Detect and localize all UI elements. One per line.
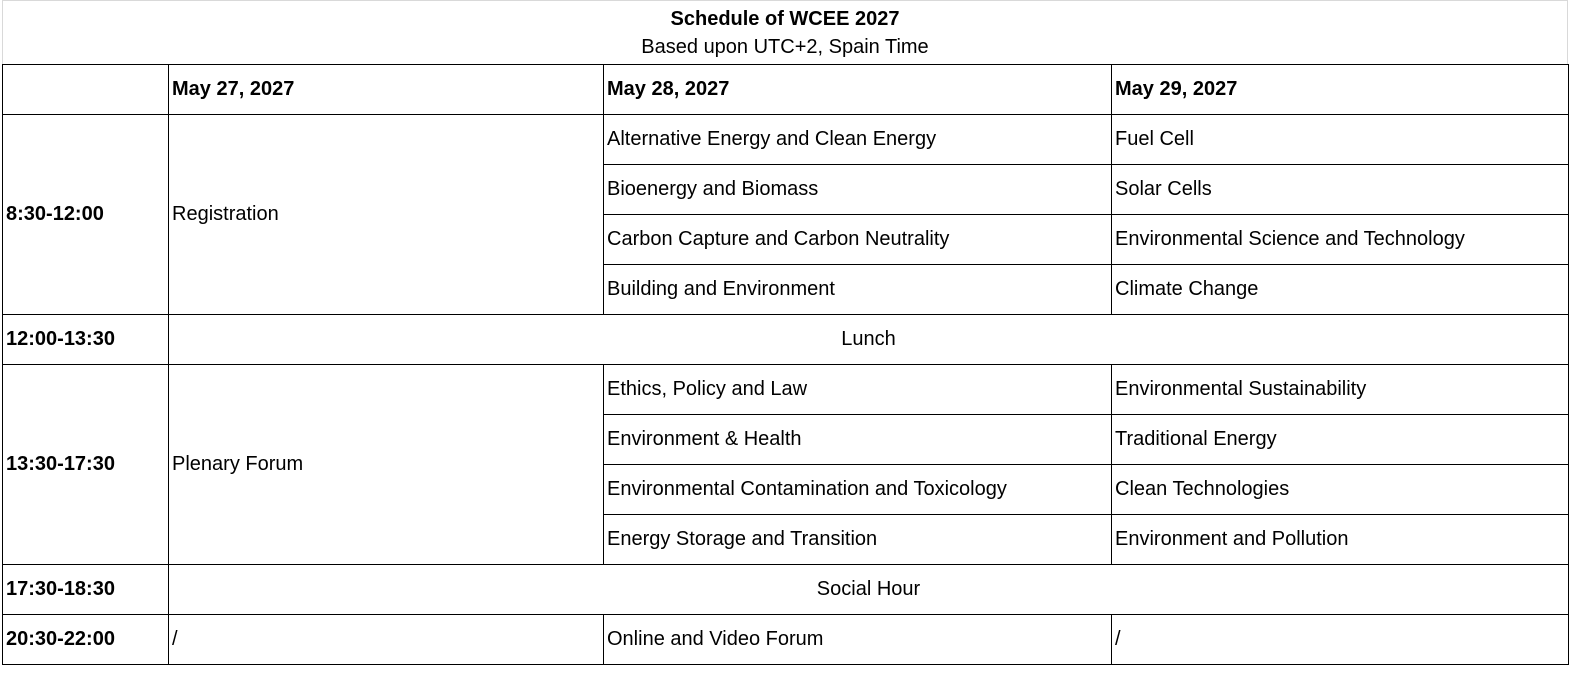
session-cell: Environmental Contamination and Toxicology	[604, 465, 1112, 515]
schedule-table	[2, 64, 1569, 665]
morning-day1-cell: Registration	[169, 115, 604, 315]
lunch-cell: Lunch	[169, 315, 1569, 365]
table-row	[3, 365, 1569, 415]
afternoon-day1-cell: Plenary Forum	[169, 365, 604, 565]
evening-day3-cell: /	[1112, 615, 1569, 665]
evening-row	[3, 615, 1569, 665]
session-cell: Environment and Pollution	[1112, 515, 1569, 565]
session-cell: Clean Technologies	[1112, 465, 1569, 515]
corner-cell	[3, 65, 169, 115]
session-cell: Energy Storage and Transition	[604, 515, 1112, 565]
table-row	[3, 115, 1569, 165]
social-row	[3, 565, 1569, 615]
lunch-row	[3, 315, 1569, 365]
evening-day1-cell: /	[169, 615, 604, 665]
title-block	[2, 0, 1568, 64]
time-cell-morning: 8:30-12:00	[3, 115, 169, 315]
session-cell: Solar Cells	[1112, 165, 1569, 215]
session-cell: Environmental Science and Technology	[1112, 215, 1569, 265]
session-cell: Building and Environment	[604, 265, 1112, 315]
session-cell: Carbon Capture and Carbon Neutrality	[604, 215, 1112, 265]
time-cell-lunch: 12:00-13:30	[3, 315, 169, 365]
social-hour-cell: Social Hour	[169, 565, 1569, 615]
day-header-3: May 29, 2027	[1112, 65, 1569, 115]
session-cell: Alternative Energy and Clean Energy	[604, 115, 1112, 165]
session-cell: Fuel Cell	[1112, 115, 1569, 165]
schedule-subtitle: Based upon UTC+2, Spain Time	[641, 36, 929, 58]
time-cell-evening: 20:30-22:00	[3, 615, 169, 665]
evening-day2-cell: Online and Video Forum	[604, 615, 1112, 665]
session-cell: Ethics, Policy and Law	[604, 365, 1112, 415]
day-header-2: May 28, 2027	[604, 65, 1112, 115]
header-row	[3, 65, 1569, 115]
session-cell: Environment & Health	[604, 415, 1112, 465]
day-header-1: May 27, 2027	[169, 65, 604, 115]
schedule-title: Schedule of WCEE 2027	[670, 8, 900, 30]
session-cell: Environmental Sustainability	[1112, 365, 1569, 415]
session-cell: Climate Change	[1112, 265, 1569, 315]
session-cell: Traditional Energy	[1112, 415, 1569, 465]
session-cell: Bioenergy and Biomass	[604, 165, 1112, 215]
time-cell-social: 17:30-18:30	[3, 565, 169, 615]
time-cell-afternoon: 13:30-17:30	[3, 365, 169, 565]
